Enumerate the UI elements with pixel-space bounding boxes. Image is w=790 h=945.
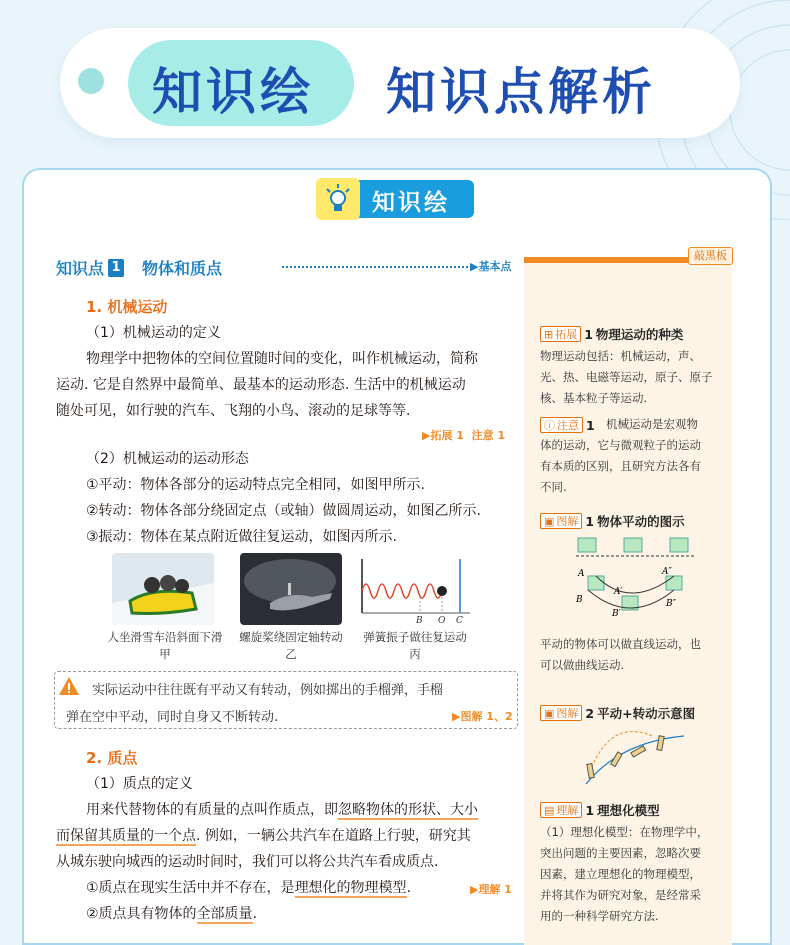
kp-leader: [282, 266, 472, 268]
kp-title: 物体和质点: [142, 259, 223, 278]
sidebar-zhuyi-line-1: 机械运动是宏观物: [606, 417, 698, 431]
sec1-p3: 随处可见，如行驶的汽车、飞翔的小鸟、滚动的足球等等.: [56, 403, 411, 419]
sec2-l1: ①质点在现实生活中并不存在，是理想化的物理模型.: [86, 880, 412, 896]
tj1-label-b1: B′: [612, 609, 621, 619]
alert-icon: ⓘ: [544, 419, 555, 432]
header-title: 知识点解析: [386, 63, 656, 121]
header-badge-text: 知识绘: [152, 63, 314, 121]
tj1-label-b: B: [576, 595, 583, 605]
sidebar-tuozhan-text: 物理运动包括：机械运动，声、 光、热、电磁等运动，原子、原子 核、基本粒子等运动.: [540, 349, 713, 405]
expand-icon: ⊞: [544, 327, 554, 341]
tj1-label-a2: A″: [662, 567, 672, 577]
spring-label-o: O: [438, 616, 446, 625]
kp-number: 1: [108, 259, 124, 277]
figure-bobsled: [112, 553, 214, 625]
sec1-p1: 物理学中把物体的空间位置随时间的变化，叫作机械运动，简称: [86, 351, 478, 367]
sec1-l1: ①平动：物体各部分的运动特点完全相同，如图甲所示.: [86, 477, 425, 493]
sec2-p3: 从城东驶向城西的运动时间时，我们可以将公共汽车看成质点.: [56, 854, 439, 870]
sec2-p1: 用来代替物体的有质量的点叫作质点，即忽略物体的形状、大小: [86, 802, 478, 818]
header-dot: [78, 68, 104, 94]
sec1-p2: 运动. 它是自然界中最简单、最基本的运动形态. 生活中的机械运动: [56, 377, 466, 393]
note-line-1: 实际运动中往往既有平动又有转动，例如掷出的手榴弹，手榴: [92, 683, 444, 698]
book-icon: ▤: [544, 803, 555, 817]
ref-lijie[interactable]: ▶理解 1: [470, 883, 512, 896]
figure-caption-1: 人坐滑雪车沿斜面下滑 甲: [107, 630, 223, 661]
tj1-label-a: A: [578, 569, 585, 579]
translation-rotation-diagram: [580, 722, 690, 792]
spring-label-b: B: [416, 616, 423, 625]
image-icon-2: ▣: [544, 706, 555, 720]
translation-diagram: [566, 530, 716, 630]
figure-caption-2: 螺旋桨绕固定轴转动 乙: [239, 630, 343, 661]
note-line-2: 弹在空中平动，同时自身又不断转动.: [66, 710, 279, 725]
sidebar-tujie2-heading: ▣ 图解 2 平动+转动示意图: [540, 704, 695, 722]
sidebar-zhuyi-text: 体的运动，它与微观粒子的运动 有本质的区别，且研究方法各有 不同.: [540, 438, 701, 494]
sidebar-tujie1-text: 平动的物体可以做直线运动，也 可以做曲线运动.: [540, 637, 701, 672]
sec1-l3: ③振动：物体在某点附近做往复运动，如图丙所示.: [86, 529, 397, 545]
tj1-label-a1: A′: [614, 587, 623, 597]
sidebar-tujie1-heading: ▣ 图解 1 物体平动的图示: [540, 512, 685, 530]
sec1-sub2: （2）机械运动的运动形态: [86, 451, 249, 467]
sec1-sub1: （1）机械运动的定义: [86, 325, 221, 341]
sec1-l2: ②转动：物体各部分绕固定点（或轴）做圆周运动，如图乙所示.: [86, 503, 481, 519]
figure-caption-3: 弹簧振子做往复运动 丙: [363, 630, 467, 661]
figure-helicopter: [240, 553, 342, 625]
sec2-sub1: （1）质点的定义: [86, 776, 193, 792]
knowledge-point-heading: [56, 256, 222, 279]
figure-spring-oscillator: [358, 553, 474, 625]
sec2-p2: 而保留其质量的一个点. 例如，一辆公共汽车在道路上行驶，研究其: [56, 828, 471, 844]
section-1-title: 1. 机械运动: [86, 298, 168, 316]
sidebar-tag: 敲黑板: [688, 247, 733, 265]
ref-tujie[interactable]: ▶图解 1、2: [452, 710, 513, 723]
warning-icon: [58, 676, 80, 696]
sidebar-lijie-heading: ▤ 理解 1 理想化模型: [540, 801, 660, 819]
sidebar-tuozhan-heading: ⊞ 拓展 1 物理运动的种类: [540, 325, 683, 343]
sidebar-lijie-text: （1）理想化模型：在物理学中， 突出问题的主要因素，忽略次要 因素，建立理想化的物理模型， 并将其作为研究对象，是经常采 用的一种科学研究方法.: [540, 825, 709, 923]
spring-label-c: C: [456, 616, 463, 625]
section-2-title: 2. 质点: [86, 749, 138, 767]
kp-tag: ▶基本点: [470, 260, 512, 273]
section-banner-label: 知识绘: [372, 190, 450, 216]
lightbulb-icon: [316, 178, 360, 220]
image-icon: ▣: [544, 514, 555, 528]
sec2-l2: ②质点具有物体的全部质量.: [86, 906, 258, 922]
sidebar-zhuyi-heading: ⓘ 注意 1: [540, 417, 595, 433]
ref-tuozhan[interactable]: ▶拓展 1 注意 1: [422, 429, 506, 442]
tj1-label-b2: B″: [666, 599, 676, 609]
kp-prefix: 知识点: [56, 259, 105, 278]
